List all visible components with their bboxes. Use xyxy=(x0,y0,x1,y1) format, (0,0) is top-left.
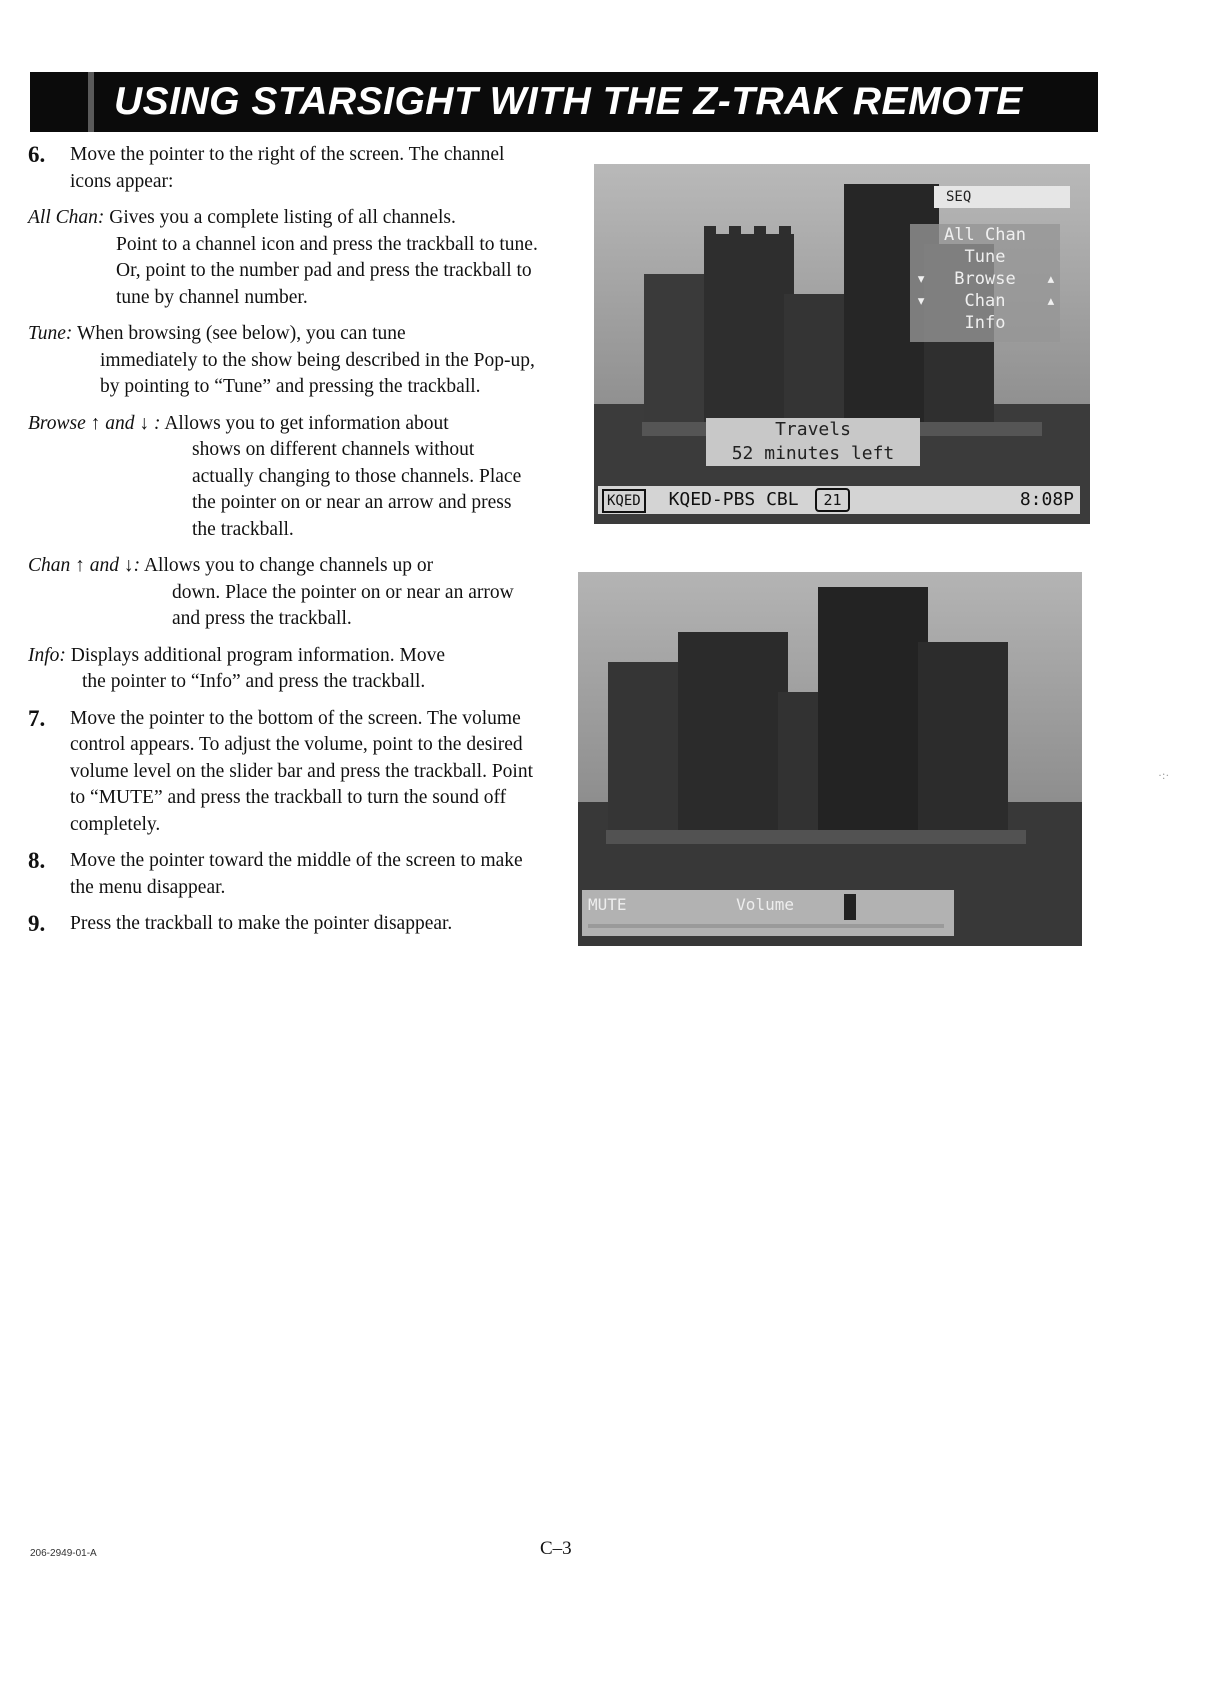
definition-info xyxy=(28,643,538,696)
instructions-column xyxy=(28,142,538,948)
definition-text: Allows you to change channels up or xyxy=(143,555,434,576)
page-title: USING STARSIGHT WITH THE Z-TRAK REMOTE xyxy=(114,80,1023,123)
step-9 xyxy=(28,911,538,938)
menu-item-info[interactable]: Info xyxy=(964,313,1006,333)
step-text: Move the pointer toward the middle of the screen to make the menu disappear. xyxy=(70,850,523,898)
castle-scene xyxy=(594,164,1090,524)
definition-text: Displays additional program information. Move xyxy=(70,644,446,666)
step-text: Move the pointer to the right of the screen. The channel icons appear: xyxy=(70,144,505,192)
term-browse: Browse ↑ and ↓ : xyxy=(28,412,161,434)
tv-screenshot-volume xyxy=(578,572,1082,946)
definition-body: shows on different channels without actually changing to those channels. Place the pointer on or near an arrow and press the trackball. xyxy=(192,439,522,540)
arrow-up-icon[interactable]: ▴ xyxy=(1045,291,1056,311)
definition-all-chan xyxy=(28,205,538,311)
volume-control xyxy=(582,890,954,936)
definition-body: down. Place the pointer on or near an arrow and press the trackball. xyxy=(172,581,514,629)
program-popup xyxy=(706,418,920,466)
step-8 xyxy=(28,848,538,901)
definition-body: Point to a channel icon and press the trackball to tune. Or, point to the number pad and press the trackball to tune by channel number. xyxy=(116,233,538,308)
step-number: 8. xyxy=(28,848,46,873)
tv-screenshot-menu xyxy=(594,164,1090,524)
term-tune: Tune: xyxy=(28,323,73,344)
step-number: 6. xyxy=(28,142,46,167)
arrow-down-icon[interactable]: ▾ xyxy=(916,269,927,289)
volume-slider-track[interactable] xyxy=(588,924,944,928)
page-number: C–3 xyxy=(540,1538,572,1559)
volume-slider-thumb[interactable] xyxy=(844,894,856,920)
menu-item-all-chan[interactable]: All Chan xyxy=(944,225,1026,245)
menu-row-browse xyxy=(910,268,1060,290)
term-all-chan: All Chan: xyxy=(28,207,105,228)
document-code: 206-2949-01-A xyxy=(30,1548,97,1559)
step-number: 7. xyxy=(28,705,46,731)
definition-text: Gives you a complete listing of all channels. xyxy=(109,207,456,228)
step-number: 9. xyxy=(28,911,46,936)
definition-browse xyxy=(28,411,538,544)
arrow-up-icon[interactable]: ▴ xyxy=(1045,269,1056,289)
definition-chan xyxy=(28,553,538,633)
step-text: Move the pointer to the bottom of the screen. The volume control appears. To adjust the volume, point to the desired volume level on the slider bar and press the trackball. Point to “MUTE” and press the trackball to turn the sound off completely. xyxy=(70,707,534,835)
scan-speck: ·:· xyxy=(1158,768,1170,782)
channel-number: 21 xyxy=(815,488,849,512)
definition-body: the pointer to “Info” and press the trackball. xyxy=(82,671,426,692)
clock: 8:08P xyxy=(1019,489,1074,510)
channel-bar xyxy=(598,486,1080,514)
term-chan: Chan ↑ and ↓: xyxy=(28,555,141,576)
step-text: Press the trackball to make the pointer disappear. xyxy=(70,913,453,934)
station-logo: KQED xyxy=(602,489,646,513)
definition-body: immediately to the show being described in the Pop-up, by pointing to “Tune” and pressing the trackball. xyxy=(100,349,535,397)
seq-label: SEQ xyxy=(946,189,972,205)
volume-label: Volume xyxy=(736,895,794,914)
channel-icons-menu xyxy=(910,224,1060,342)
arrow-down-icon[interactable]: ▾ xyxy=(916,291,927,311)
term-info: Info: xyxy=(28,644,66,666)
banner-notch xyxy=(88,72,94,132)
menu-row-chan xyxy=(910,290,1060,312)
definition-text: Allows you to get information about xyxy=(164,412,449,434)
menu-item-browse[interactable]: Browse xyxy=(954,269,1016,289)
definition-tune xyxy=(28,321,538,401)
station-name: KQED-PBS CBL xyxy=(668,489,799,510)
section-banner xyxy=(30,72,1098,132)
seq-box[interactable] xyxy=(934,186,1070,208)
program-time-left: 52 minutes left xyxy=(731,443,895,464)
definition-text: When browsing (see below), you can tune xyxy=(76,323,406,344)
step-7 xyxy=(28,706,538,839)
mute-button[interactable]: MUTE xyxy=(588,895,627,914)
program-title: Travels xyxy=(775,419,851,440)
menu-item-tune[interactable]: Tune xyxy=(964,247,1006,267)
menu-item-chan[interactable]: Chan xyxy=(964,291,1006,311)
step-6 xyxy=(28,142,538,195)
